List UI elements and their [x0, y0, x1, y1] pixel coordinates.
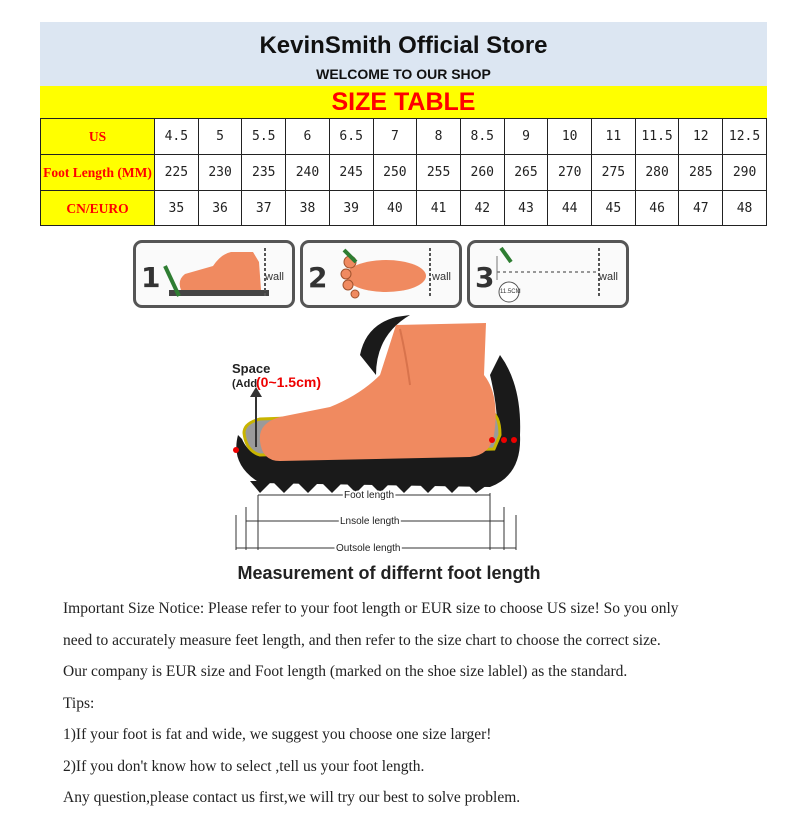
- step-number: 2: [308, 261, 328, 294]
- table-cell: 39: [329, 191, 373, 226]
- table-cell: 270: [548, 155, 592, 191]
- table-cell: 43: [504, 191, 548, 226]
- table-cell: 12.5: [723, 119, 767, 155]
- outsole-length-label: Outsole length: [336, 543, 401, 554]
- table-cell: 47: [679, 191, 723, 226]
- table-cell: 11.5: [635, 119, 679, 155]
- table-cell: 9: [504, 119, 548, 155]
- wall-label: wall: [599, 271, 618, 283]
- table-cell: 35: [155, 191, 199, 226]
- foot-length-label: Foot length: [344, 490, 395, 501]
- foot-measurement-diagram: [200, 315, 540, 570]
- table-row-cn-euro: [41, 191, 767, 226]
- table-cell: 37: [242, 191, 286, 226]
- table-cell: 8: [417, 119, 461, 155]
- space-label: Space: [232, 361, 271, 376]
- table-cell: 8.5: [460, 119, 504, 155]
- table-cell: 41: [417, 191, 461, 226]
- notice-line: need to accurately measure feet length, and then refer to the size chart to choose the correct size.: [63, 631, 661, 649]
- shoe-foot-illustration: [200, 315, 540, 565]
- ruler-label: 11.5CM: [500, 289, 521, 295]
- row-label-foot-length: Foot Length (MM): [41, 155, 155, 191]
- table-cell: 12: [679, 119, 723, 155]
- row-label-us: US: [41, 119, 155, 155]
- notice-line: Our company is EUR size and Foot length (marked on the shoe size lablel) as the standard.: [63, 663, 628, 680]
- step-3-panel: [467, 240, 629, 308]
- table-cell: 260: [460, 155, 504, 191]
- table-row-foot-length: [41, 155, 767, 191]
- table-cell: 245: [329, 155, 373, 191]
- add-prefix-label: (Add: [232, 378, 258, 390]
- step-number: 3: [475, 261, 495, 294]
- tips-heading: Tips:: [63, 694, 95, 712]
- table-row-us: [41, 119, 767, 155]
- table-cell: 11: [592, 119, 636, 155]
- table-cell: 285: [679, 155, 723, 191]
- step-number: 1: [141, 261, 161, 294]
- table-cell: 225: [155, 155, 199, 191]
- size-table: [40, 118, 767, 226]
- table-cell: 40: [373, 191, 417, 226]
- table-cell: 6.5: [329, 119, 373, 155]
- table-cell: 42: [460, 191, 504, 226]
- table-cell: 45: [592, 191, 636, 226]
- table-cell: 265: [504, 155, 548, 191]
- table-cell: 10: [548, 119, 592, 155]
- table-cell: 250: [373, 155, 417, 191]
- table-cell: 280: [635, 155, 679, 191]
- notice-line: Important Size Notice: Please refer to your foot length or EUR size to choose US size! So you only: [63, 600, 679, 617]
- store-header: [40, 22, 767, 86]
- table-cell: 290: [723, 155, 767, 191]
- table-cell: 44: [548, 191, 592, 226]
- table-cell: 230: [198, 155, 242, 191]
- step-1-panel: [133, 240, 295, 308]
- table-cell: 46: [635, 191, 679, 226]
- tip-item: 2)If you don't know how to select ,tell us your foot length.: [63, 757, 425, 775]
- table-cell: 240: [286, 155, 330, 191]
- table-cell: 7: [373, 119, 417, 155]
- step-2-panel: [300, 240, 462, 308]
- store-name: KevinSmith Official Store: [259, 32, 548, 59]
- table-cell: 48: [723, 191, 767, 226]
- size-table-title: SIZE TABLE: [40, 86, 767, 118]
- table-cell: 4.5: [155, 119, 199, 155]
- table-cell: 235: [242, 155, 286, 191]
- table-cell: 38: [286, 191, 330, 226]
- welcome-text: WELCOME TO OUR SHOP: [316, 66, 491, 82]
- table-cell: 275: [592, 155, 636, 191]
- insole-length-label: Lnsole length: [340, 516, 400, 527]
- table-cell: 255: [417, 155, 461, 191]
- add-range-label: (0~1.5cm): [256, 374, 321, 390]
- wall-label: wall: [432, 271, 451, 283]
- table-cell: 36: [198, 191, 242, 226]
- tip-item: 1)If your foot is fat and wide, we suggest you choose one size larger!: [63, 726, 492, 743]
- size-notes: [63, 596, 783, 817]
- table-cell: 6: [286, 119, 330, 155]
- wall-label: wall: [265, 271, 284, 283]
- contact-line: Any question,please contact us first,we will try our best to solve problem.: [63, 789, 521, 806]
- table-cell: 5.5: [242, 119, 286, 155]
- table-cell: 5: [198, 119, 242, 155]
- row-label-cn-euro: CN/EURO: [41, 191, 155, 226]
- diagram-caption: Measurement of differnt foot length: [237, 563, 541, 583]
